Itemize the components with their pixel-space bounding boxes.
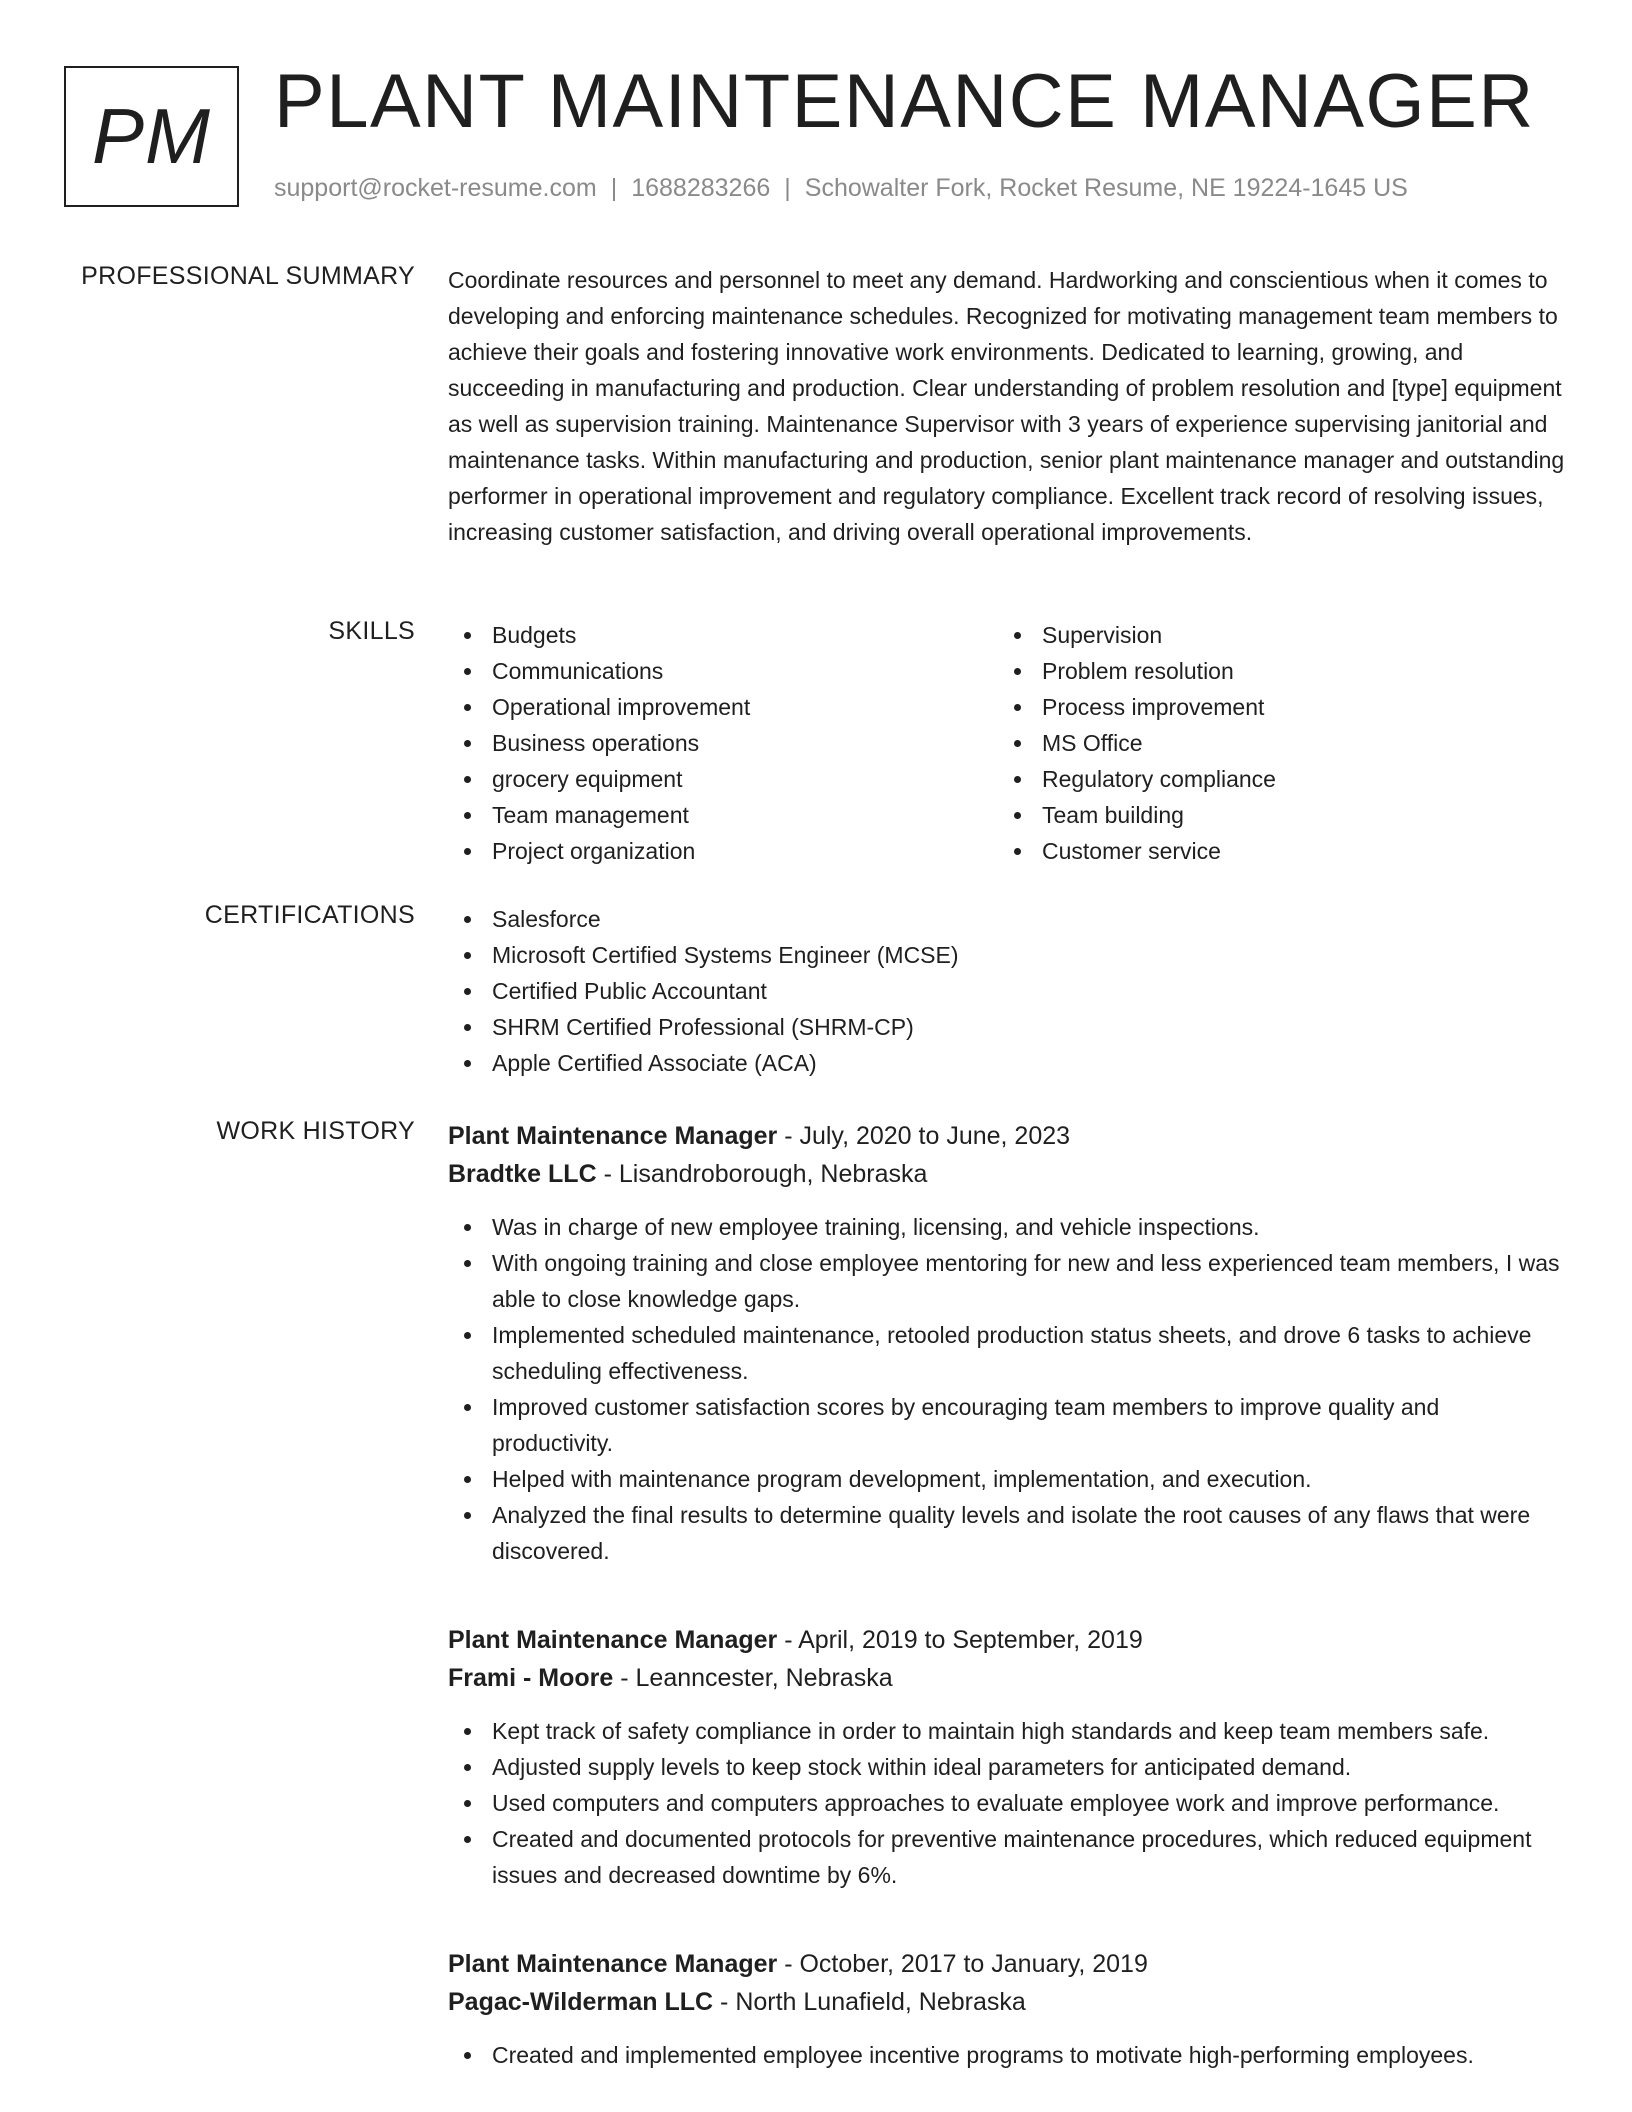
job-title-line <box>448 1945 1566 1983</box>
contact-separator: | <box>610 174 618 202</box>
job-bullet: Was in charge of new employee training, licensing, and vehicle inspections. <box>448 1209 1566 1245</box>
certification-item: Microsoft Certified Systems Engineer (MCSE) <box>448 937 1566 973</box>
job-company-line <box>448 1659 1566 1697</box>
job-entry <box>448 1945 1566 2073</box>
certifications-list <box>448 901 1566 1081</box>
job-title-line <box>448 1117 1566 1155</box>
certification-item: Apple Certified Associate (ACA) <box>448 1045 1566 1081</box>
job-company: Frami - Moore <box>448 1664 614 1692</box>
resume-title: PLANT MAINTENANCE MANAGER <box>274 59 1535 144</box>
contact-line <box>274 174 1408 203</box>
job-dates: - July, 2020 to June, 2023 <box>777 1122 1071 1150</box>
job-bullet: Helped with maintenance program development, implementation, and execution. <box>448 1461 1566 1497</box>
certifications-body <box>448 901 1566 1081</box>
skill-item: Communications <box>448 653 998 689</box>
work-history-body <box>448 1117 1566 2073</box>
job-location: - Lisandroborough, Nebraska <box>596 1160 928 1188</box>
section-label-certifications: CERTIFICATIONS <box>204 901 415 929</box>
job-dates: - October, 2017 to January, 2019 <box>777 1950 1148 1978</box>
certification-item: Certified Public Accountant <box>448 973 1566 1009</box>
skill-item: Supervision <box>998 617 1548 653</box>
job-entry <box>448 1621 1566 1893</box>
skill-item: Problem resolution <box>998 653 1548 689</box>
skills-list-left <box>448 617 998 869</box>
job-title: Plant Maintenance Manager <box>448 1122 778 1150</box>
job-company-line <box>448 1983 1566 2021</box>
skill-item: grocery equipment <box>448 761 998 797</box>
certification-item: SHRM Certified Professional (SHRM-CP) <box>448 1009 1566 1045</box>
job-location: - North Lunafield, Nebraska <box>713 1988 1026 2016</box>
job-entry <box>448 1117 1566 1569</box>
skills-column-right <box>998 617 1548 869</box>
job-bullets <box>448 1713 1566 1893</box>
job-title: Plant Maintenance Manager <box>448 1950 778 1978</box>
skill-item: Regulatory compliance <box>998 761 1548 797</box>
job-bullet: Kept track of safety compliance in order to maintain high standards and keep team members safe. <box>448 1713 1566 1749</box>
job-bullet: Adjusted supply levels to keep stock within ideal parameters for anticipated demand. <box>448 1749 1566 1785</box>
contact-email: support@rocket-resume.com <box>274 174 597 202</box>
skill-item: Project organization <box>448 833 998 869</box>
skill-item: Team building <box>998 797 1548 833</box>
job-bullet: With ongoing training and close employee mentoring for new and less experienced team members, I was able to close knowledge gaps. <box>448 1245 1566 1317</box>
skills-list-right <box>998 617 1548 869</box>
monogram-logo: PM <box>64 66 239 207</box>
contact-phone: 1688283266 <box>631 174 771 202</box>
section-label-skills: SKILLS <box>328 617 415 645</box>
contact-address: Schowalter Fork, Rocket Resume, NE 19224-1645 US <box>804 174 1408 202</box>
job-bullet: Created and implemented employee incentive programs to motivate high-performing employees. <box>448 2037 1566 2073</box>
job-title: Plant Maintenance Manager <box>448 1626 778 1654</box>
skill-item: Budgets <box>448 617 998 653</box>
job-bullets <box>448 1209 1566 1569</box>
skills-grid <box>448 617 1566 869</box>
summary-text: Coordinate resources and personnel to meet any demand. Hardworking and conscientious when it comes to developing and enforcing maintenance schedules. Recognized for motivating management team members to achieve their goals and fostering innovative work environments. Dedicated to learning, growing, and succeeding in manufacturing and production. Clear understanding of problem resolution and [type] equipment as well as supervision training. Maintenance Supervisor with 3 years of experience supervising janitorial and maintenance tasks. Within manufacturing and production, senior plant maintenance manager and outstanding performer in operational improvement and regulatory compliance. Excellent track record of resolving issues, increasing customer satisfaction, and driving overall operational improvements. <box>448 267 1565 545</box>
skill-item: MS Office <box>998 725 1548 761</box>
skills-column-left <box>448 617 998 869</box>
job-bullets <box>448 2037 1566 2073</box>
job-company: Bradtke LLC <box>448 1160 597 1188</box>
skill-item: Process improvement <box>998 689 1548 725</box>
job-company: Pagac-Wilderman LLC <box>448 1988 714 2016</box>
section-label-work-history: WORK HISTORY <box>216 1117 415 1145</box>
skills-body <box>448 617 1566 869</box>
job-bullet: Analyzed the final results to determine quality levels and isolate the root causes of any flaws that were discovered. <box>448 1497 1566 1569</box>
job-bullet: Improved customer satisfaction scores by encouraging team members to improve quality and productivity. <box>448 1389 1566 1461</box>
section-label-summary: PROFESSIONAL SUMMARY <box>81 262 415 290</box>
skill-item: Customer service <box>998 833 1548 869</box>
job-bullet: Created and documented protocols for preventive maintenance procedures, which reduced equipment issues and decreased downtime by 6%. <box>448 1821 1566 1893</box>
contact-separator: | <box>784 174 791 202</box>
job-company-line <box>448 1155 1566 1193</box>
job-title-line <box>448 1621 1566 1659</box>
summary-body <box>448 262 1566 550</box>
job-bullet: Used computers and computers approaches to evaluate employee work and improve performance. <box>448 1785 1566 1821</box>
skill-item: Team management <box>448 797 998 833</box>
job-dates: - April, 2019 to September, 2019 <box>777 1626 1143 1654</box>
job-location: - Leanncester, Nebraska <box>613 1664 893 1692</box>
skill-item: Business operations <box>448 725 998 761</box>
job-bullet: Implemented scheduled maintenance, retooled production status sheets, and drove 6 tasks to achieve scheduling effectiveness. <box>448 1317 1566 1389</box>
skill-item: Operational improvement <box>448 689 998 725</box>
certification-item: Salesforce <box>448 901 1566 937</box>
